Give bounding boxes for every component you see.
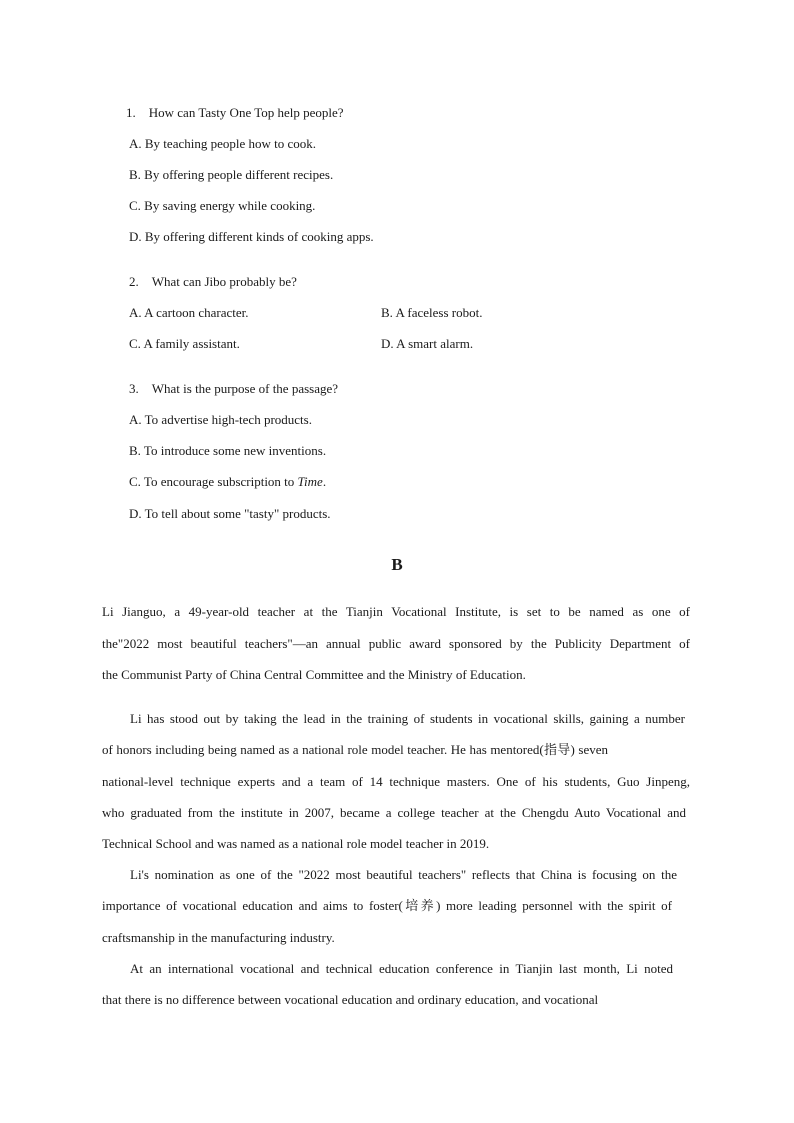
option-3c-end: .: [322, 474, 327, 489]
section-heading: B: [391, 555, 403, 574]
question-2: [129, 274, 297, 290]
option-3b: B. To introduce some new inventions.: [129, 443, 327, 458]
passage-line: Li Jianguo, a 49-year-old teacher at the Tianjin Vocational Institute, is set to be named as one of: [102, 604, 690, 619]
option-3a: A. To advertise high-tech products.: [129, 412, 312, 427]
passage-line: the"2022 most beautiful teachers"—an annual public award sponsored by the Publicity Department of: [102, 636, 690, 651]
question-number: 2.: [129, 274, 139, 289]
option-1d: D. By offering different kinds of cooking apps.: [129, 229, 374, 244]
option-2a: A. A cartoon character.: [129, 305, 249, 320]
passage-line: of honors including being named as a national role model teacher. He has mentored(指导) seven: [102, 742, 608, 757]
passage-line: Li's nomination as one of the "2022 most beautiful teachers" reflects that China is focusing on the: [130, 867, 677, 882]
option-3c-italic: Time: [297, 474, 323, 489]
option-3c: [129, 474, 326, 490]
option-3c-text: C. To encourage subscription to: [129, 474, 295, 489]
option-3d: D. To tell about some "tasty" products.: [129, 506, 331, 521]
option-1c: C. By saving energy while cooking.: [129, 198, 316, 213]
passage-line: craftsmanship in the manufacturing industry.: [102, 930, 335, 945]
option-1a: A. By teaching people how to cook.: [129, 136, 317, 151]
passage-line: national-level technique experts and a team of 14 technique masters. One of his students, Guo Jinpeng,: [102, 774, 690, 789]
passage-line: importance of vocational education and aims to foster(培养) more leading personnel with the spirit of: [102, 898, 672, 913]
option-1b: B. By offering people different recipes.: [129, 167, 334, 182]
passage-line: the Communist Party of China Central Committee and the Ministry of Education.: [102, 667, 526, 682]
question-3: [129, 381, 338, 397]
question-number: 3.: [129, 381, 139, 396]
question-text: What is the purpose of the passage?: [151, 381, 339, 396]
passage-line: Technical School and was named as a national role model teacher in 2019.: [102, 836, 490, 851]
passage-line: At an international vocational and technical education conference in Tianjin last month, Li noted: [130, 961, 673, 976]
option-2b: B. A faceless robot.: [381, 305, 483, 320]
passage-line: Li has stood out by taking the lead in the training of students in vocational skills, gaining a number: [130, 711, 685, 726]
passage-line: who graduated from the institute in 2007, became a college teacher at the Chengdu Auto Vocational and: [102, 805, 686, 820]
question-number: 1.: [126, 105, 136, 120]
option-2c: C. A family assistant.: [129, 336, 240, 351]
question-text: How can Tasty One Top help people?: [148, 105, 344, 120]
question-text: What can Jibo probably be?: [151, 274, 297, 289]
question-1: [126, 105, 344, 121]
passage-line: that there is no difference between vocational education and ordinary education, and vocational: [102, 992, 599, 1007]
option-2d: D. A smart alarm.: [381, 336, 474, 351]
